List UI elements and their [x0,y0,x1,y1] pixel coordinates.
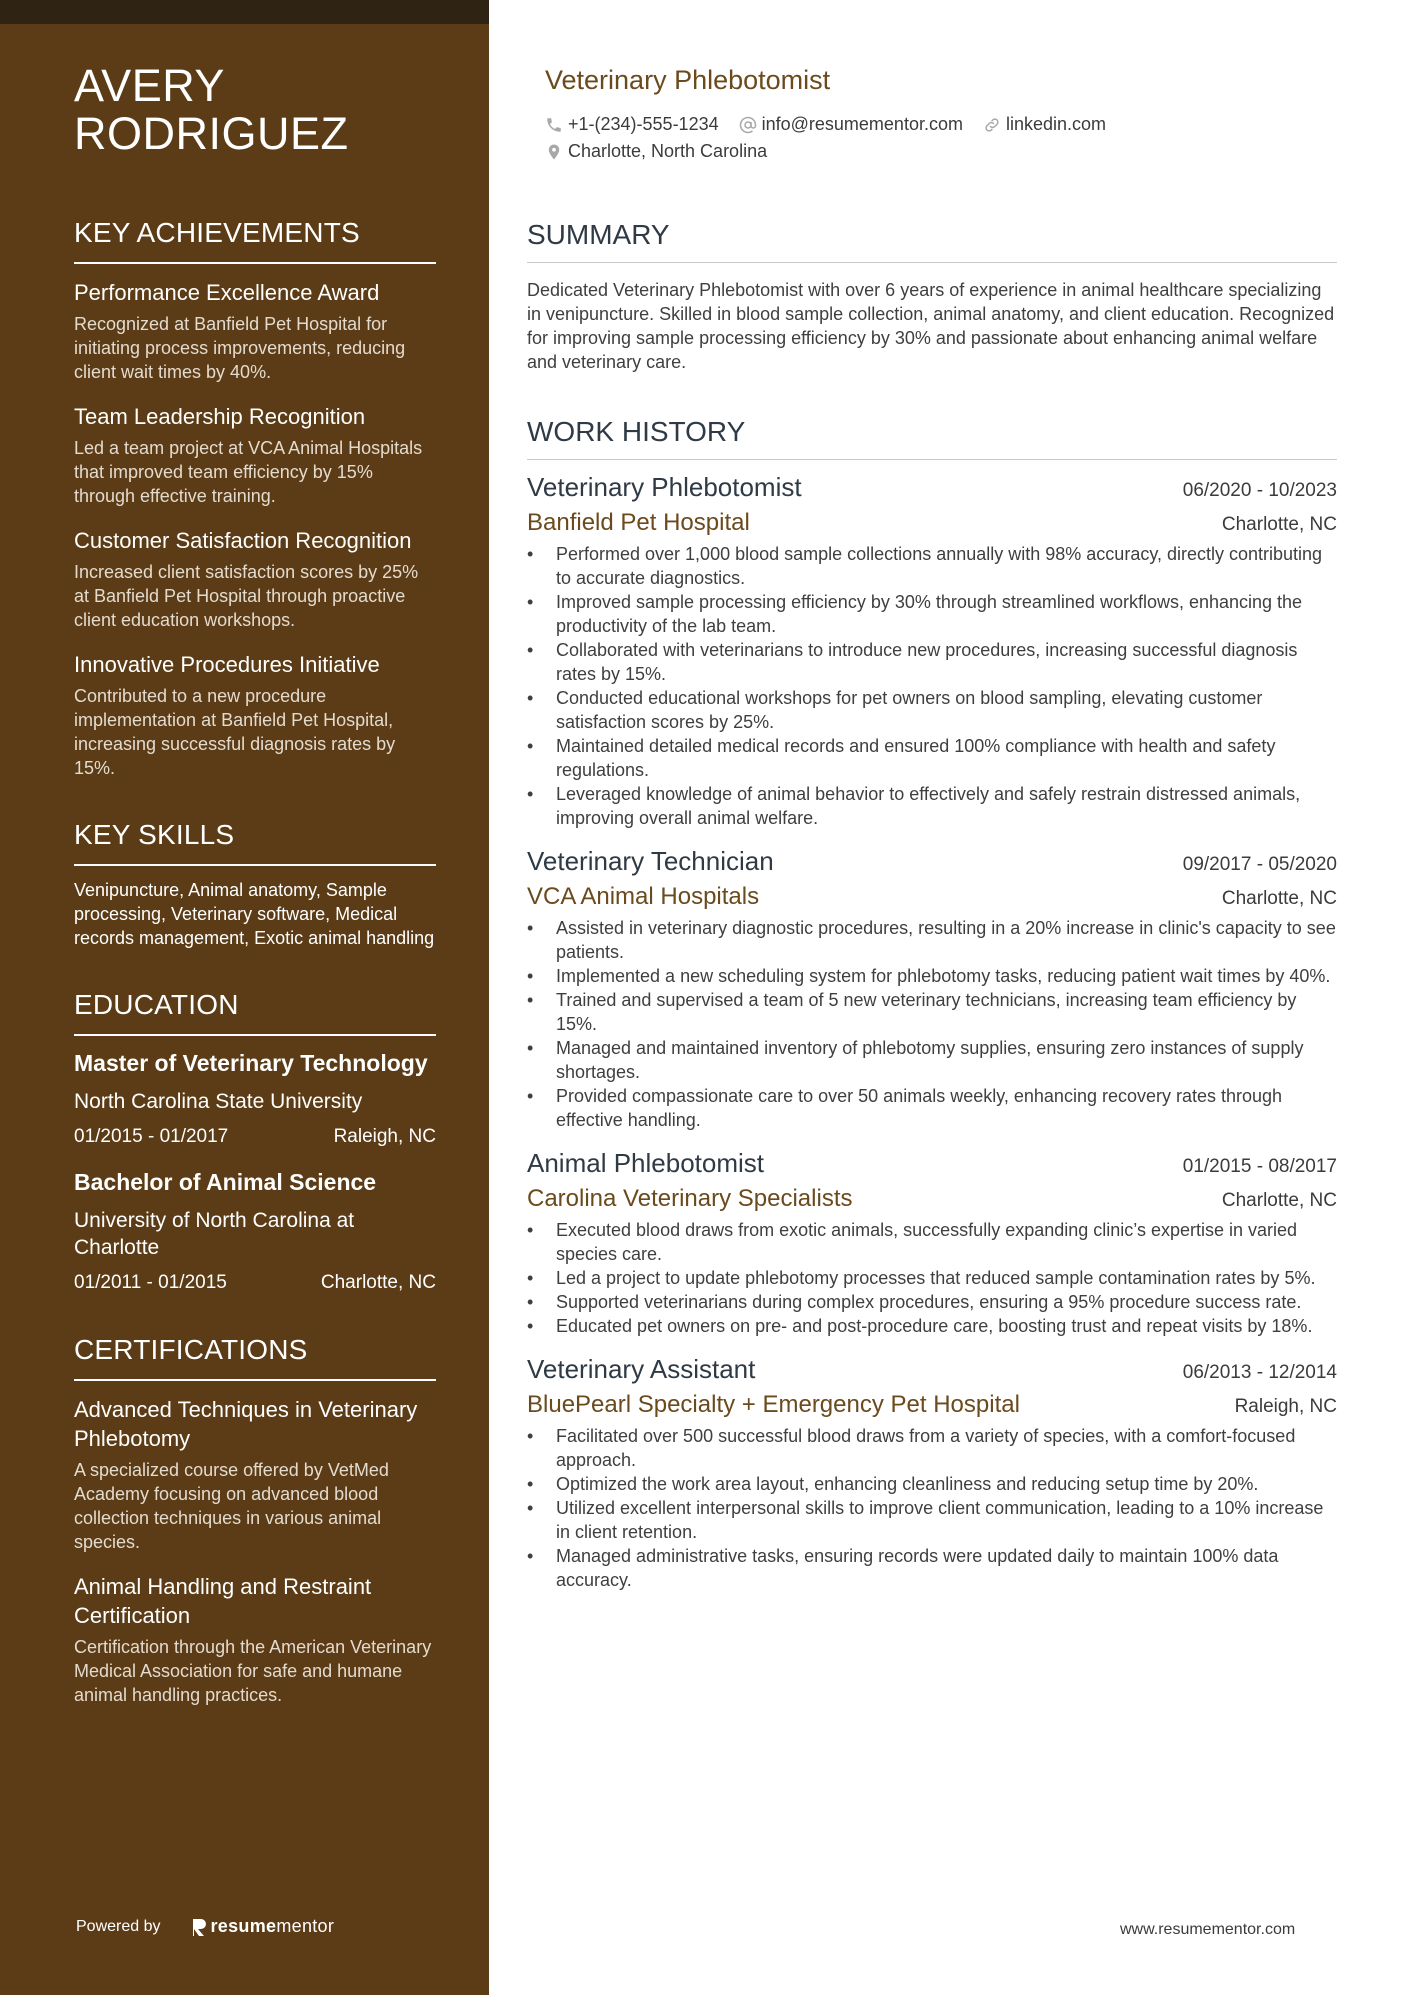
contact-phone[interactable] [545,114,719,135]
sidebar-content [74,62,436,1707]
job-bullet: • Executed blood draws from exotic animals, successfully expanding clinic’s expertise in varied species care. [527,1218,1337,1266]
education-item [74,1048,436,1149]
job-subheader [527,508,1337,538]
achievement-description: Recognized at Banfield Pet Hospital for initiating process improvements, reducing client wait times by 40%. [74,314,406,382]
job-bullets [527,542,1337,830]
job-role: Animal Phlebotomist [527,1148,764,1178]
achievement-description: Contributed to a new procedure implementation at Banfield Pet Hospital, increasing successful diagnosis rates by 15%. [74,686,396,778]
resumementor-logo[interactable] [191,1916,335,1937]
job-bullet: • Collaborated with veterinarians to introduce new procedures, increasing successful diagnosis rates by 15%. [527,638,1337,686]
education-school: North Carolina State University [74,1090,363,1113]
job-dates: 09/2017 - 05/2020 [1182,854,1337,875]
job-role: Veterinary Technician [527,846,774,876]
work-history-list [527,470,1337,1592]
achievement-title: Customer Satisfaction Recognition [74,528,412,553]
job-bullet: • Improved sample processing efficiency by 30% through streamlined workflows, enhancing the productivity of the lab team. [527,590,1337,638]
job-bullet: • Facilitated over 500 successful blood draws from a variety of species, with a comfort-focused approach. [527,1424,1337,1472]
achievement-item [74,278,436,384]
job-bullet: • Assisted in veterinary diagnostic procedures, resulting in a 20% increase in clinic's capacity to see patients. [527,916,1337,964]
job-bullet: • Led a project to update phlebotomy processes that reduced sample contamination rates by 5%. [527,1266,1337,1290]
job-entry [527,844,1337,1132]
education-school: University of North Carolina at Charlotte [74,1209,355,1259]
achievements-heading: KEY ACHIEVEMENTS [74,216,436,264]
job-bullet: • Maintained detailed medical records and ensured 100% compliance with health and safety regulations. [527,734,1337,782]
email-text: info@resumementor.com [761,114,963,134]
contact-row-2 [545,141,787,162]
job-bullet: • Conducted educational workshops for pet owners on blood sampling, elevating customer satisfaction scores by 25%. [527,686,1337,734]
job-bullets [527,1424,1337,1592]
job-header [527,1146,1337,1180]
sidebar-top-bar [0,0,489,24]
job-subheader [527,1184,1337,1214]
job-dates: 01/2015 - 08/2017 [1182,1156,1337,1177]
job-header [527,844,1337,878]
job-bullet: • Supported veterinarians during complex procedures, ensuring a 95% procedure success rate. [527,1290,1337,1314]
job-bullet: • Managed and maintained inventory of phlebotomy supplies, ensuring zero instances of supply shortages. [527,1036,1337,1084]
job-header [527,1352,1337,1386]
brand-light: mentor [276,1916,335,1936]
achievements-list [74,278,436,780]
job-dates: 06/2013 - 12/2014 [1182,1362,1337,1383]
headline-title: Veterinary Phlebotomist [545,65,831,95]
skills-heading: KEY SKILLS [74,818,436,866]
job-location: Charlotte, NC [1221,888,1337,909]
achievement-item [74,402,436,508]
certification-description: Certification through the American Veterinary Medical Association for safe and humane animal handling practices. [74,1637,432,1705]
job-entry [527,1352,1337,1592]
achievement-description: Increased client satisfaction scores by 25% at Banfield Pet Hospital through proactive client education workshops. [74,562,419,630]
education-location: Raleigh, NC [333,1126,436,1147]
certification-description: A specialized course offered by VetMed Academy focusing on advanced blood collection techniques in various animal species. [74,1460,389,1552]
contact-linkedin[interactable] [983,114,1106,135]
certification-item [74,1395,436,1554]
powered-by [76,1916,334,1937]
job-bullet: • Optimized the work area layout, enhancing cleanliness and reducing setup time by 20%. [527,1472,1337,1496]
job-bullets [527,916,1337,1132]
education-item [74,1167,436,1295]
education-dates: 01/2011 - 01/2015 [74,1272,227,1293]
summary-text: Dedicated Veterinary Phlebotomist with over 6 years of experience in animal healthcare specializing in venipuncture. Skilled in blood sample collection, animal anatomy, and client education. Recognized for improving sample processing efficiency by 30% and passionate about enhancing animal welfare and veterinary care. [527,280,1335,372]
education-meta [74,1271,436,1295]
education-degree: Master of Veterinary Technology [74,1050,428,1076]
skills-text: Venipuncture, Animal anatomy, Sample processing, Veterinary software, Medical records management, Exotic animal handling [74,880,435,948]
job-company: Carolina Veterinary Specialists [527,1185,853,1212]
achievement-title: Innovative Procedures Initiative [74,652,380,677]
achievement-title: Team Leadership Recognition [74,404,366,429]
powered-by-label: Powered by [76,1917,161,1935]
education-heading: EDUCATION [74,988,436,1036]
job-dates: 06/2020 - 10/2023 [1182,480,1337,501]
resumementor-logo-icon [191,1917,207,1937]
achievement-item [74,650,436,780]
brand-bold: resume [210,1916,277,1936]
job-bullet: • Leveraged knowledge of animal behavior to effectively and safely restrain distressed animals, improving overall animal welfare. [527,782,1337,830]
education-degree: Bachelor of Animal Science [74,1169,377,1195]
phone-icon [545,116,563,134]
job-company: VCA Animal Hospitals [527,883,760,910]
contact-row-1 [545,114,1126,135]
certification-title: Advanced Techniques in Veterinary Phlebotomy [74,1397,418,1451]
last-name: RODRIGUEZ [74,108,349,159]
job-bullet: • Educated pet owners on pre- and post-procedure care, boosting trust and repeat visits by 18%. [527,1314,1337,1338]
linkedin-text: linkedin.com [1005,114,1107,134]
job-bullets [527,1218,1337,1338]
work-history-heading: WORK HISTORY [527,415,1337,460]
job-entry [527,1146,1337,1338]
job-bullet: • Utilized excellent interpersonal skills to improve client communication, leading to a 10% increase in client retention. [527,1496,1337,1544]
job-bullet: • Trained and supervised a team of 5 new veterinary technicians, increasing team efficiency by 15%. [527,988,1337,1036]
job-subheader [527,882,1337,912]
job-subheader [527,1390,1337,1420]
job-role: Veterinary Phlebotomist [527,472,802,502]
job-location: Charlotte, NC [1221,1190,1337,1211]
summary-heading: SUMMARY [527,218,1337,263]
achievement-title: Performance Excellence Award [74,280,380,305]
link-icon [983,116,1001,134]
footer-url[interactable]: www.resumementor.com [1120,1921,1296,1938]
education-dates: 01/2015 - 01/2017 [74,1126,229,1147]
education-location: Charlotte, NC [320,1272,436,1293]
job-bullet: • Provided compassionate care to over 50 animals weekly, enhancing recovery rates through effective handling. [527,1084,1337,1132]
education-meta [74,1125,436,1149]
job-location: Raleigh, NC [1234,1396,1337,1417]
location-text: Charlotte, North Carolina [568,141,768,161]
contact-email[interactable] [739,114,963,135]
at-sign-icon [739,116,757,134]
certification-title: Animal Handling and Restraint Certification [74,1574,372,1628]
first-name: AVERY [74,60,225,111]
sidebar [0,0,489,1995]
contact-location [545,141,767,162]
job-bullet: • Managed administrative tasks, ensuring records were updated daily to maintain 100% data accuracy. [527,1544,1337,1592]
job-role: Veterinary Assistant [527,1354,756,1384]
certifications-heading: CERTIFICATIONS [74,1333,436,1381]
phone-text: +1-(234)-555-1234 [568,114,719,134]
job-company: BluePearl Specialty + Emergency Pet Hospital [527,1391,1020,1418]
job-entry [527,470,1337,830]
achievement-description: Led a team project at VCA Animal Hospitals that improved team efficiency by 15% through effective training. [74,438,423,506]
certification-item [74,1572,436,1707]
job-bullet: • Implemented a new scheduling system for phlebotomy tasks, reducing patient wait times by 40%. [527,964,1337,988]
job-bullet: • Performed over 1,000 blood sample collections annually with 98% accuracy, directly contributing to accurate diagnostics. [527,542,1337,590]
achievement-item [74,526,436,632]
location-pin-icon [545,143,563,161]
job-company: Banfield Pet Hospital [527,509,750,536]
job-header [527,470,1337,504]
job-location: Charlotte, NC [1221,514,1337,535]
